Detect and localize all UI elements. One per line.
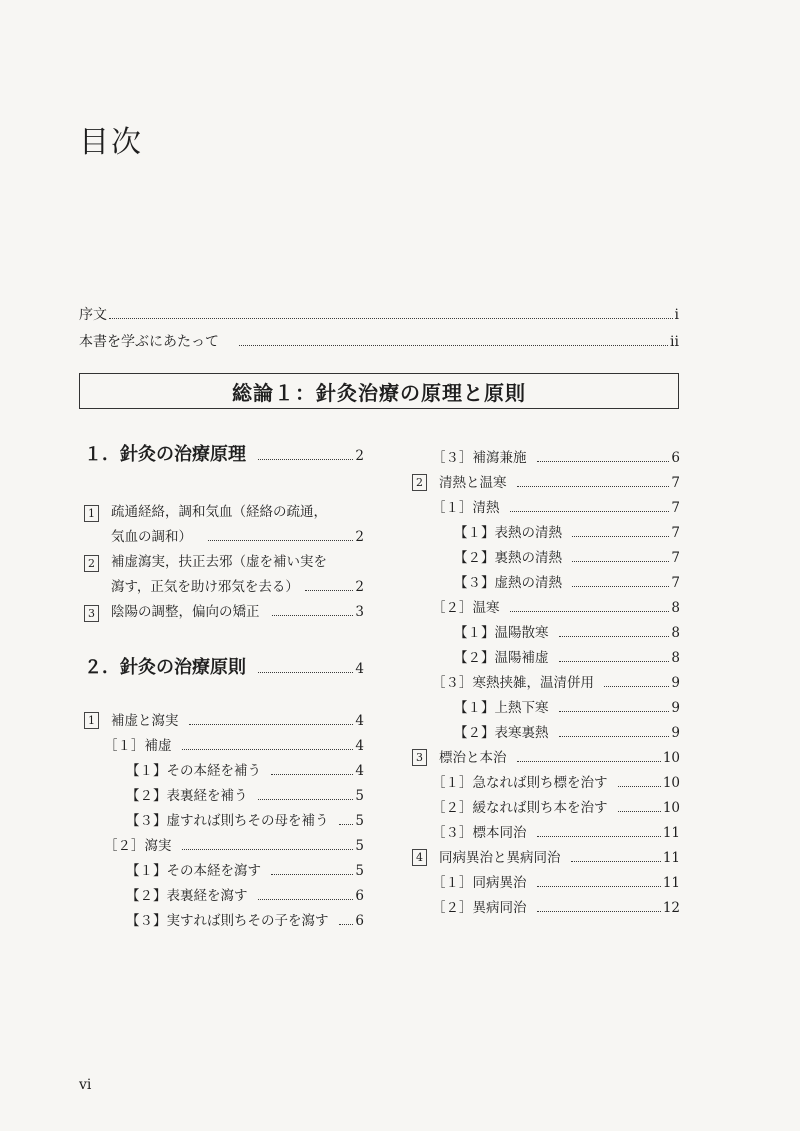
dot-leader xyxy=(272,605,354,616)
dot-leader xyxy=(537,826,661,837)
toc-label-line: 陰陽の調整，偏向の矯正 xyxy=(111,604,260,620)
toc-label: 清熱と温寒 xyxy=(439,475,507,491)
toc-page: 9 xyxy=(671,700,680,716)
dot-leader xyxy=(182,839,354,850)
toc-label: 【２】表裏経を補う xyxy=(126,788,248,804)
toc-page: 7 xyxy=(671,575,680,591)
toc-entry[interactable] xyxy=(84,909,364,934)
toc-label: 序文 xyxy=(79,307,107,323)
toc-page: 8 xyxy=(671,600,680,616)
toc-page: 6 xyxy=(355,888,364,904)
toc-label: ［１］補虚 xyxy=(104,738,172,754)
toc-page: 4 xyxy=(355,661,364,677)
dot-leader xyxy=(510,501,670,512)
dot-leader xyxy=(271,764,353,775)
toc-entry[interactable] xyxy=(412,446,680,471)
toc-list-left xyxy=(84,709,364,934)
toc-page: 6 xyxy=(671,450,680,466)
dot-leader xyxy=(305,580,353,591)
toc-page: 3 xyxy=(355,604,364,620)
toc-label: 【１】その本経を瀉す xyxy=(126,863,261,879)
dot-leader xyxy=(537,901,661,912)
toc-entry[interactable] xyxy=(412,671,680,696)
dot-leader xyxy=(559,651,670,662)
toc-page: 10 xyxy=(662,800,680,816)
number-box: 1 xyxy=(84,712,99,729)
toc-label: ［２］瀉実 xyxy=(104,838,172,854)
number-box: 3 xyxy=(412,749,427,766)
dot-leader xyxy=(258,889,354,900)
toc-entry[interactable] xyxy=(412,721,680,746)
toc-page: 4 xyxy=(355,713,364,729)
dot-leader xyxy=(271,864,353,875)
toc-entry[interactable] xyxy=(412,771,680,796)
toc-page: 2 xyxy=(355,529,364,545)
toc-page: 5 xyxy=(355,813,364,829)
toc-label: ［３］補瀉兼施 xyxy=(432,450,527,466)
dot-leader xyxy=(258,659,353,674)
toc-entry[interactable] xyxy=(84,709,364,734)
dot-leader xyxy=(559,626,670,637)
dot-leader xyxy=(258,446,353,461)
toc-entry[interactable] xyxy=(412,846,680,871)
toc-entry[interactable] xyxy=(84,500,364,550)
toc-label: 【３】虚熱の清熱 xyxy=(454,575,562,591)
toc-entry[interactable] xyxy=(412,646,680,671)
toc-label: 【２】表裏経を瀉す xyxy=(126,888,248,904)
toc-label: ［１］同病異治 xyxy=(432,875,527,891)
toc-entry[interactable] xyxy=(412,496,680,521)
toc-entry[interactable] xyxy=(412,621,680,646)
toc-label: ［１］急なれば則ち標を治す xyxy=(432,775,608,791)
dot-leader xyxy=(618,801,661,812)
number-box: 4 xyxy=(412,849,427,866)
toc-page: 10 xyxy=(662,750,680,766)
dot-leader xyxy=(189,714,354,725)
chapter-heading-1[interactable] xyxy=(84,440,364,466)
toc-label-line: 補虚瀉実，扶正去邪（虚を補い実を xyxy=(111,554,327,570)
dot-leader xyxy=(572,526,669,537)
toc-label: 補虚と瀉実 xyxy=(111,713,179,729)
toc-label: 【２】温陽補虚 xyxy=(454,650,549,666)
toc-label: 【１】その本経を補う xyxy=(126,763,261,779)
toc-entry[interactable] xyxy=(412,521,680,546)
toc-page: 5 xyxy=(355,838,364,854)
page-number: vi xyxy=(79,1077,92,1093)
toc-page: 7 xyxy=(671,475,680,491)
toc-label: 同病異治と異病同治 xyxy=(439,850,561,866)
toc-entry[interactable] xyxy=(84,550,364,600)
number-box: 2 xyxy=(412,474,427,491)
toc-entry[interactable] xyxy=(84,600,364,625)
chapter-title: ２．針灸の治療原則 xyxy=(84,657,246,678)
toc-label: ［３］寒熱挟雑，温清併用 xyxy=(432,675,594,691)
dot-leader xyxy=(239,335,668,347)
page-title: 目次 xyxy=(79,125,143,160)
section-title: 総論１：針灸治療の原理と原則 xyxy=(232,380,526,405)
toc-list-right xyxy=(412,446,680,921)
toc-entry[interactable] xyxy=(412,596,680,621)
toc-page: 11 xyxy=(662,850,680,866)
toc-page: ii xyxy=(670,334,679,350)
toc-label-line: 瀉す，正気を助け邪気を去る） xyxy=(111,579,299,595)
toc-label: 【２】裏熱の清熱 xyxy=(454,550,562,566)
dot-leader xyxy=(604,676,669,687)
toc-label: 標治と本治 xyxy=(439,750,507,766)
toc-entry[interactable] xyxy=(412,896,680,921)
toc-page: 7 xyxy=(671,525,680,541)
toc-label: ［３］標本同治 xyxy=(432,825,527,841)
dot-leader xyxy=(339,914,354,925)
toc-entry[interactable] xyxy=(84,734,364,759)
toc-label: 【１】表熱の清熱 xyxy=(454,525,562,541)
toc-label: 【１】温陽散寒 xyxy=(454,625,549,641)
toc-label: ［２］緩なれば則ち本を治す xyxy=(432,800,608,816)
toc-entry[interactable] xyxy=(84,884,364,909)
number-box: 2 xyxy=(84,555,99,572)
dot-leader xyxy=(109,308,673,320)
toc-page: 10 xyxy=(662,775,680,791)
toc-page: 7 xyxy=(671,550,680,566)
toc-label: ［２］異病同治 xyxy=(432,900,527,916)
toc-page: 8 xyxy=(671,625,680,641)
chapter-title: １．針灸の治療原理 xyxy=(84,444,246,465)
toc-entry[interactable] xyxy=(412,746,680,771)
toc-page: 2 xyxy=(355,579,364,595)
dot-leader xyxy=(559,701,670,712)
dot-leader xyxy=(258,789,354,800)
toc-page: 4 xyxy=(355,738,364,754)
toc-entry[interactable] xyxy=(84,834,364,859)
toc-page: 5 xyxy=(355,788,364,804)
toc-entry[interactable] xyxy=(412,471,680,496)
toc-entry-how-to-study[interactable] xyxy=(79,331,679,351)
toc-page: 2 xyxy=(355,448,364,464)
toc-left-column xyxy=(84,440,364,934)
toc-label: 【３】実すれば則ちその子を瀉す xyxy=(126,913,329,929)
dot-leader xyxy=(572,576,669,587)
dot-leader xyxy=(517,476,670,487)
toc-label-line: 疏通経絡，調和気血（経絡の疏通， xyxy=(111,504,327,520)
toc-page: 7 xyxy=(671,500,680,516)
toc-label: ［２］温寒 xyxy=(432,600,500,616)
toc-label: ［１］清熱 xyxy=(432,500,500,516)
toc-label: 【１】上熱下寒 xyxy=(454,700,549,716)
toc-label: 【２】表寒裏熱 xyxy=(454,725,549,741)
toc-page: 11 xyxy=(662,825,680,841)
toc-entry[interactable] xyxy=(84,784,364,809)
dot-leader xyxy=(618,776,661,787)
toc-page: 11 xyxy=(662,875,680,891)
toc-label: 【３】虚すれば則ちその母を補う xyxy=(126,813,329,829)
dot-leader xyxy=(537,451,670,462)
toc-page: 5 xyxy=(355,863,364,879)
toc-entry[interactable] xyxy=(412,871,680,896)
number-box: 3 xyxy=(84,605,99,622)
dot-leader xyxy=(571,851,661,862)
toc-entry[interactable] xyxy=(412,821,680,846)
dot-leader xyxy=(510,601,670,612)
toc-page: 6 xyxy=(355,913,364,929)
chapter-heading-2[interactable] xyxy=(84,653,364,679)
section-heading[interactable] xyxy=(79,373,679,409)
toc-entry[interactable] xyxy=(412,571,680,596)
toc-page: 8 xyxy=(671,650,680,666)
dot-leader xyxy=(208,530,353,541)
dot-leader xyxy=(559,726,670,737)
dot-leader xyxy=(182,739,354,750)
toc-entry[interactable] xyxy=(84,859,364,884)
number-box: 1 xyxy=(84,505,99,522)
toc-label-line: 気血の調和） xyxy=(111,529,192,545)
toc-entry[interactable] xyxy=(412,546,680,571)
toc-page: 9 xyxy=(671,725,680,741)
toc-page: 4 xyxy=(355,763,364,779)
toc-page: i xyxy=(674,307,679,323)
toc-entry-preface[interactable] xyxy=(79,304,679,324)
toc-right-column xyxy=(412,446,680,921)
toc-entry[interactable] xyxy=(84,809,364,834)
toc-page: 9 xyxy=(671,675,680,691)
toc-entry[interactable] xyxy=(412,796,680,821)
toc-label: 本書を学ぶにあたって xyxy=(79,334,219,350)
dot-leader xyxy=(339,814,354,825)
toc-entry[interactable] xyxy=(412,696,680,721)
dot-leader xyxy=(572,551,669,562)
dot-leader xyxy=(537,876,661,887)
toc-entry[interactable] xyxy=(84,759,364,784)
toc-page: 12 xyxy=(662,900,680,916)
dot-leader xyxy=(517,751,661,762)
